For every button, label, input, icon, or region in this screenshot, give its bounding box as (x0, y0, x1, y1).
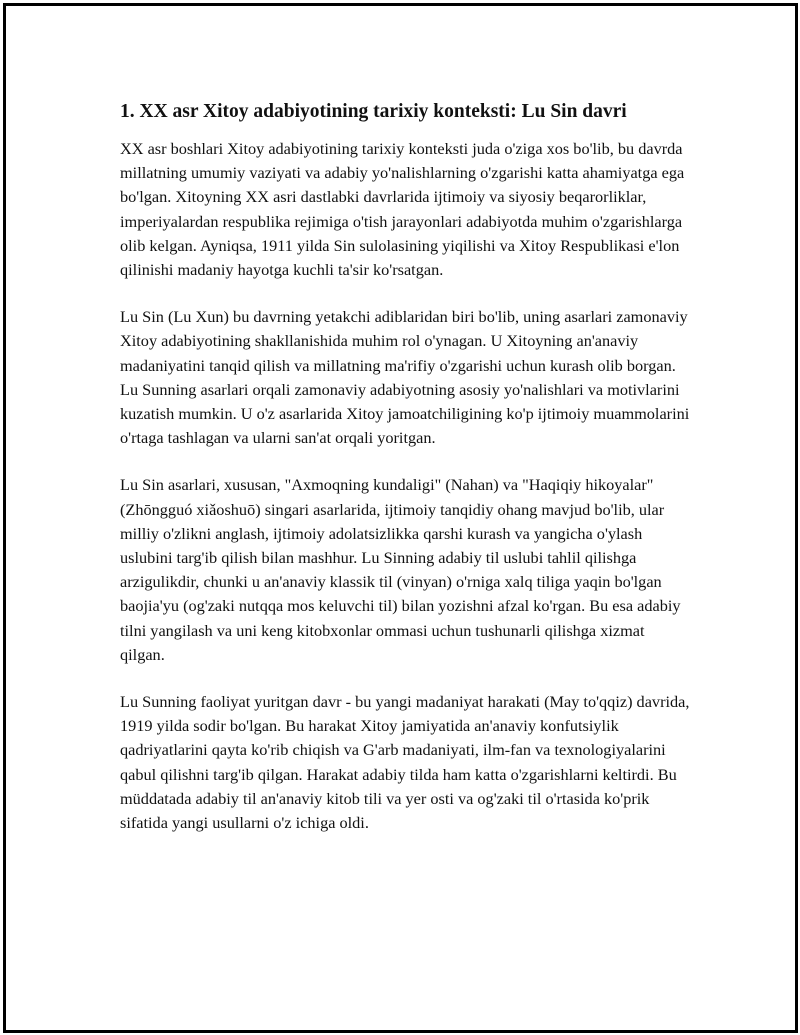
paragraph-2: Lu Sin (Lu Xun) bu davrning yetakchi adiblaridan biri bo'lib, uning asarlari zamonaviy Xitoy adabiyotining shakllanishida muhim rol o'ynagan. U Xitoyning an'anaviy madaniyatini tanqid qilish va millatning ma'rifiy o'zgarishi uchun kurash olib borgan. Lu Sunning asarlari orqali zamonaviy adabiyotning asosiy yo'nalishlari va motivlarini kuzatish mumkin. U o'z asarlarida Xitoy jamoatchiligining ko'p ijtimoiy muammolarini o'rtaga tashlagan va ularni san'at orqali yoritgan. (120, 307, 690, 448)
document-body (120, 99, 690, 858)
paragraph-3: Lu Sin asarlari, xususan, "Axmoqning kundaligi" (Nahan) va "Haqiqiy hikoyalar" (Zhōngguó xiǎoshuō) singari asarlarida, ijtimoiy tanqidiy ohang mavjud bo'lib, ular milliy o'zlikni anglash, ijtimoiy adolatsizlikka qarshi kurash va yangicha o'ylash uslubini targ'ib qilish bilan mashhur. Lu Sinning adabiy til uslubi tahlil qilishga arzigulikdir, chunki u an'anaviy klassik til (vinyan) o'rniga xalq tiliga yaqin bo'lgan baojia'yu (og'zaki nutqqa mos keluvchi til) bilan yozishni afzal ko'rgan. Bu esa adabiy tilni yangilash va uni keng kitobxonlar ommasi uchun tushunarli qilishga xizmat qilgan. (120, 475, 681, 664)
page-frame (3, 3, 798, 1033)
paragraph-1: XX asr boshlari Xitoy adabiyotining tarixiy konteksti juda o'ziga xos bo'lib, bu davrda millatning umumiy vaziyati va adabiy yo'nalishlarning o'zgarishi katta ahamiyatga ega bo'lgan. Xitoyning XX asri dastlabki davrlarida ijtimoiy va siyosiy beqarorliklar, imperiyalardan respublika rejimiga o'tish jarayonlari adabiyotda muhim o'zgarishlarga olib kelgan. Ayniqsa, 1911 yilda Sin sulolasining yiqilishi va Xitoy Respublikasi e'lon qilinishi madaniy hayotga kuchli ta'sir ko'rsatgan. (120, 139, 685, 280)
paragraph-4: Lu Sunning faoliyat yuritgan davr - bu yangi madaniyat harakati (May to'qqiz) davrida, 1919 yilda sodir bo'lgan. Bu harakat Xitoy jamiyatida an'anaviy konfutsiylik qadriyatlarini qayta ko'rib chiqish va G'arb madaniyati, ilm-fan va texnologiyalarini qabul qilishni targ'ib qilgan. Harakat adabiy tilda ham katta o'zgarishlarni keltirdi. Bu müddatada adabiy til an'anaviy kitob tili va yer osti va og'zaki til o'rtasida ko'prik sifatida yangi usullarni o'z ichiga oldi. (120, 692, 690, 833)
page-title: 1. XX asr Xitoy adabiyotining tarixiy konteksti: Lu Sin davri (120, 101, 627, 122)
